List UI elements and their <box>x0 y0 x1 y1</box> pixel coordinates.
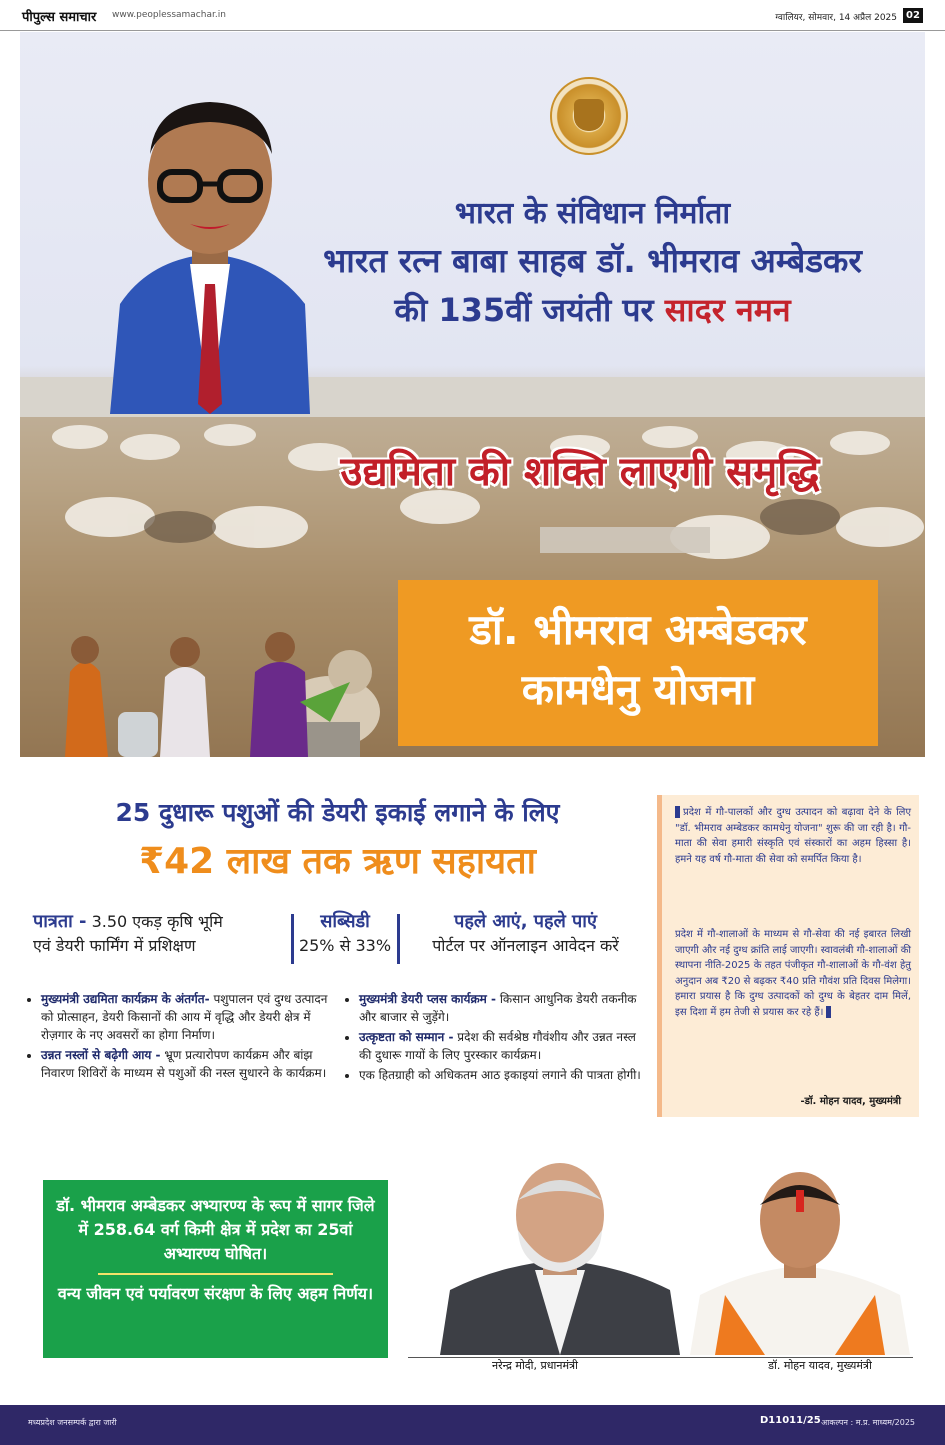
units-headline: 25 दुधारू पशुओं की डेयरी इकाई लगाने के लिए <box>115 798 560 827</box>
bullet-text: भ्रूण प्रत्यारोपण कार्यक्रम और बांझ निवारण शिविरों के माध्यम से पशुओं की नस्ल सुधारने के कार्यक्रम। <box>41 1048 327 1080</box>
subsidy-block <box>295 910 395 970</box>
info-row <box>25 910 650 970</box>
pm-block <box>440 1160 680 1375</box>
divider <box>98 1273 333 1275</box>
bullet-text: पशुपालन एवं दुग्ध उत्पादन को प्रोत्साहन, डेयरी किसानों की आय में वृद्धि और डेयरी क्षेत्र में रोज़गार के नए अवसरों का होगा निर्माण। <box>41 992 328 1042</box>
list-item <box>41 990 335 1044</box>
loan-headline: ₹42 लाख तक ऋण सहायता <box>139 841 536 882</box>
bullet-text: एक हितग्राही को अधिकतम आठ इकाइयां लगाने की पात्रता होगी। <box>359 1068 641 1082</box>
quote-paragraph-1 <box>675 805 911 867</box>
bullet-title: उत्कृष्टता को सम्मान - <box>359 1030 454 1044</box>
masthead <box>0 0 945 31</box>
tribute-line-3 <box>270 286 915 334</box>
bullet-list-left <box>25 990 335 1084</box>
eligibility-land: 3.50 एकड़ कृषि भूमि <box>91 912 223 931</box>
eligibility-training: एवं डेयरी फार्मिंग में प्रशिक्षण <box>33 936 196 955</box>
quote-signature: -डॉ. मोहन यादव, मुख्यमंत्री <box>800 1096 901 1107</box>
pm-caption: नरेन्द्र मोदी, प्रधानमंत्री <box>492 1359 578 1372</box>
quote-accent-bar <box>657 795 662 1117</box>
bullet-text: किसान आधुनिक डेयरी तकनीक और बाजार से जुड़ेंगे। <box>359 992 637 1024</box>
page-number: 02 <box>903 8 923 23</box>
subsidy-label: सब्सिडी <box>320 911 370 932</box>
first-come-label: पहले आएं, पहले पाएं <box>454 911 597 932</box>
list-item <box>359 1028 643 1064</box>
scheme-title-line-1: डॉ. भीमराव अम्बेडकर <box>469 605 807 654</box>
quote-text-2: प्रदेश में गौ-शालाओं के माध्यम से गौ-सेवा की नई इबारत लिखी जाएगी और नई दुग्ध क्रांति लाई जाएगी। स्वावलंबी गौ-शालाओं की स्थापना नीति-2025 के तहत पंजीकृत गौ-शालाओं के गौ-वंश हेतु अनुदान अब ₹20 से बढ़कर ₹40 प्रति गौवंश प्रति दिवस मिलेगा। हमारा प्रयास है कि दुग्ध उत्पादकों को दुग्ध के बेहतर दाम मिलें, इस दिशा में हम तेजी से प्रयास कर रहे हैं। <box>675 929 911 1018</box>
website-url[interactable]: www.peoplessamachar.in <box>112 10 226 20</box>
footer-design-credit: आकल्पन : म.प्र. माध्यम/2025 <box>821 1418 915 1427</box>
bullet-title: मुख्यमंत्री डेयरी प्लस कार्यक्रम - <box>359 992 496 1006</box>
quote-text-1: प्रदेश में गौ-पालकों और दुग्ध उत्पादन को बढ़ावा देने के लिए "डॉ. भीमराव अम्बेडकर कामधेनु योजना" शुरू की जा रही है। गौ-माता की सेवा हमारी संस्कृति एवं संस्कारों का अहम हिस्सा है। हमने यह वर्ष गौ-माता की सेवा को समर्पित किया है। <box>675 807 911 865</box>
separator <box>291 914 294 964</box>
sanctuary-box <box>43 1180 388 1358</box>
cm-block <box>680 1160 920 1375</box>
first-come-text: पोर्टल पर ऑनलाइन आवेदन करें <box>432 936 619 955</box>
tribute-line-2: भारत रत्न बाबा साहब डॉ. भीमराव अम्बेडकर <box>323 241 862 280</box>
scheme-title-line-2: कामधेनु योजना <box>521 665 755 714</box>
sanctuary-announcement: डॉ. भीमराव अम्बेडकर अभ्यारण्य के रूप में सागर जिले में 258.64 वर्ग किमी क्षेत्र में प्रदेश का 25वां अभ्यारण्य घोषित। <box>56 1196 375 1263</box>
tribute-line-3-text: की 135वीं जयंती पर <box>394 291 654 329</box>
hero-banner <box>20 32 925 757</box>
scheme-title-banner <box>398 580 878 746</box>
footer-bar <box>0 1405 945 1445</box>
sanctuary-note: वन्य जीवन एवं पर्यावरण संरक्षण के लिए अहम निर्णय। <box>57 1284 374 1303</box>
pm-photo <box>440 1160 680 1355</box>
tribute-line-1: भारत के संविधान निर्माता <box>454 196 731 231</box>
tribute-heading <box>270 192 915 334</box>
cm-photo <box>680 1160 920 1355</box>
quote-open-icon <box>675 806 680 818</box>
separator <box>397 914 400 964</box>
cm-quote-box <box>657 795 919 1117</box>
mp-government-emblem <box>550 77 628 155</box>
slogan: उद्यमिता की शक्ति लाएगी समृद्धि <box>340 449 820 495</box>
first-come-block <box>401 910 650 970</box>
bullet-title: उन्नत नस्लों से बढ़ेगी आय - <box>41 1048 161 1062</box>
quote-paragraph-2 <box>675 927 911 1020</box>
eligibility-label: पात्रता - <box>33 911 87 932</box>
cm-caption: डॉ. मोहन यादव, मुख्यमंत्री <box>768 1359 872 1372</box>
list-item <box>41 1046 335 1082</box>
bullet-title: मुख्यमंत्री उद्यमिता कार्यक्रम के अंतर्गत- <box>41 992 210 1006</box>
dairy-farmers-image <box>30 602 390 757</box>
eligibility-block <box>33 910 288 970</box>
footer-code: D11011/25 <box>760 1415 821 1426</box>
dateline: ग्वालियर, सोमवार, 14 अप्रैल 2025 <box>775 13 897 23</box>
list-item <box>359 1066 643 1084</box>
bullet-text: प्रदेश की सर्वश्रेष्ठ गौवंशीय और उन्नत नस्ल की दुधारू गायों के लिए पुरस्कार कार्यक्रम। <box>359 1030 636 1062</box>
subsidy-value: 25% से 33% <box>298 936 392 955</box>
bullet-list-right <box>343 990 643 1086</box>
quote-close-icon <box>826 1006 831 1018</box>
footer-issuer: मध्यप्रदेश जनसम्पर्क द्वारा जारी <box>28 1418 117 1427</box>
tribute-accent: सादर नमन <box>664 291 791 329</box>
caption-rule <box>408 1357 913 1358</box>
newspaper-brand: पीपुल्स समाचार <box>22 10 97 25</box>
list-item <box>359 990 643 1026</box>
